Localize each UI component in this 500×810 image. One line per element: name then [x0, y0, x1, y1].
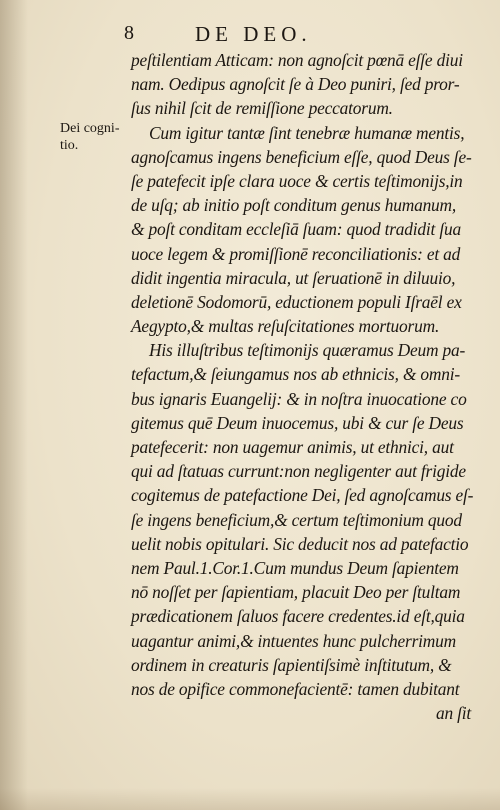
text-line: tefactum,& ſeiungamus nos ab ethnicis, & omni-: [131, 364, 460, 385]
spine-shadow: [0, 0, 28, 810]
text-line: agnoſcamus ingens beneficium eſſe, quod Deus ſe-: [131, 146, 472, 167]
text-line: peſtilentiam Atticam: non agnoſcit pœnā eſſe diui: [131, 50, 463, 70]
text-line: patefecerit: non uagemur animis, ut ethnici, aut: [131, 437, 454, 457]
paragraph-start-line: Cum igitur tantæ ſint tenebræ humanæ mentis,: [149, 122, 465, 143]
text-line: ſus nihil ſcit de remiſſione peccatorum.: [131, 98, 393, 119]
text-line: uoce legem & promiſſionē reconciliationis: et ad: [131, 243, 461, 264]
text-line: deletionē Sodomorū, eductionem populi Iſraēl ex: [131, 291, 462, 312]
margin-note: Dei cogni- tio.: [60, 121, 120, 153]
text-line: uagantur animi,& intuentes hunc pulcherrimum: [131, 630, 456, 651]
text-line: cogitemus de patefactione Dei, ſed agnoſcamus eſ-: [131, 485, 474, 506]
page-bottom-edge: [0, 788, 500, 810]
text-line: ordinem in creaturis ſapientiſsimè inſtitutum, &: [131, 654, 452, 675]
text-line: prædicationem ſaluos facere credentes.id eſt,quia: [131, 606, 465, 627]
text-line: gitemus quē Deum inuocemus, ubi & cur ſe Deus: [131, 412, 464, 433]
text-line: & poſt conditam eccleſiā ſuam: quod tradidit ſua: [131, 219, 461, 240]
text-line: nam. Oedipus agnoſcit ſe à Deo puniri, ſed pror-: [131, 74, 460, 95]
text-line: didit ingentia miracula, ut ſeruationē in diluuio,: [131, 267, 456, 288]
text-line: de uſq; ab initio poſt conditum genus humanum,: [131, 195, 457, 216]
text-line: Aegypto,& multas reſuſcitationes mortuorum.: [131, 316, 440, 337]
running-head: DE DEO.: [195, 22, 312, 46]
text-line: nem Paul.1.Cor.1.Cum mundus Deum ſapientem: [131, 557, 459, 578]
text-line: uelit nobis opitulari. Sic deducit nos ad patefactio: [131, 533, 469, 554]
text-line: qui ad ſtatuas currunt:non negligenter aut frigide: [131, 461, 466, 482]
text-line: nos de opifice commonefacientē: tamen dubitant: [131, 678, 460, 699]
text-line: nō noſſet per ſapientiam, placuit Deo per ſtultam: [131, 582, 461, 603]
page-header: [0, 20, 500, 50]
text-line: bus ignaris Euangelij: & in noſtra inuocatione co: [131, 388, 467, 409]
body-text: [131, 48, 481, 725]
text-line: ſe patefecit ipſe clara uoce & certis teſtimonijs,in: [131, 170, 463, 191]
paragraph-start-line: His illuſtribus teſtimonijs quæramus Deum pa-: [149, 340, 466, 361]
text-line: ſe ingens beneficium,& certum teſtimonium quod: [131, 509, 462, 530]
catchword: an ſit: [435, 703, 471, 724]
page-number: 8: [124, 22, 135, 44]
